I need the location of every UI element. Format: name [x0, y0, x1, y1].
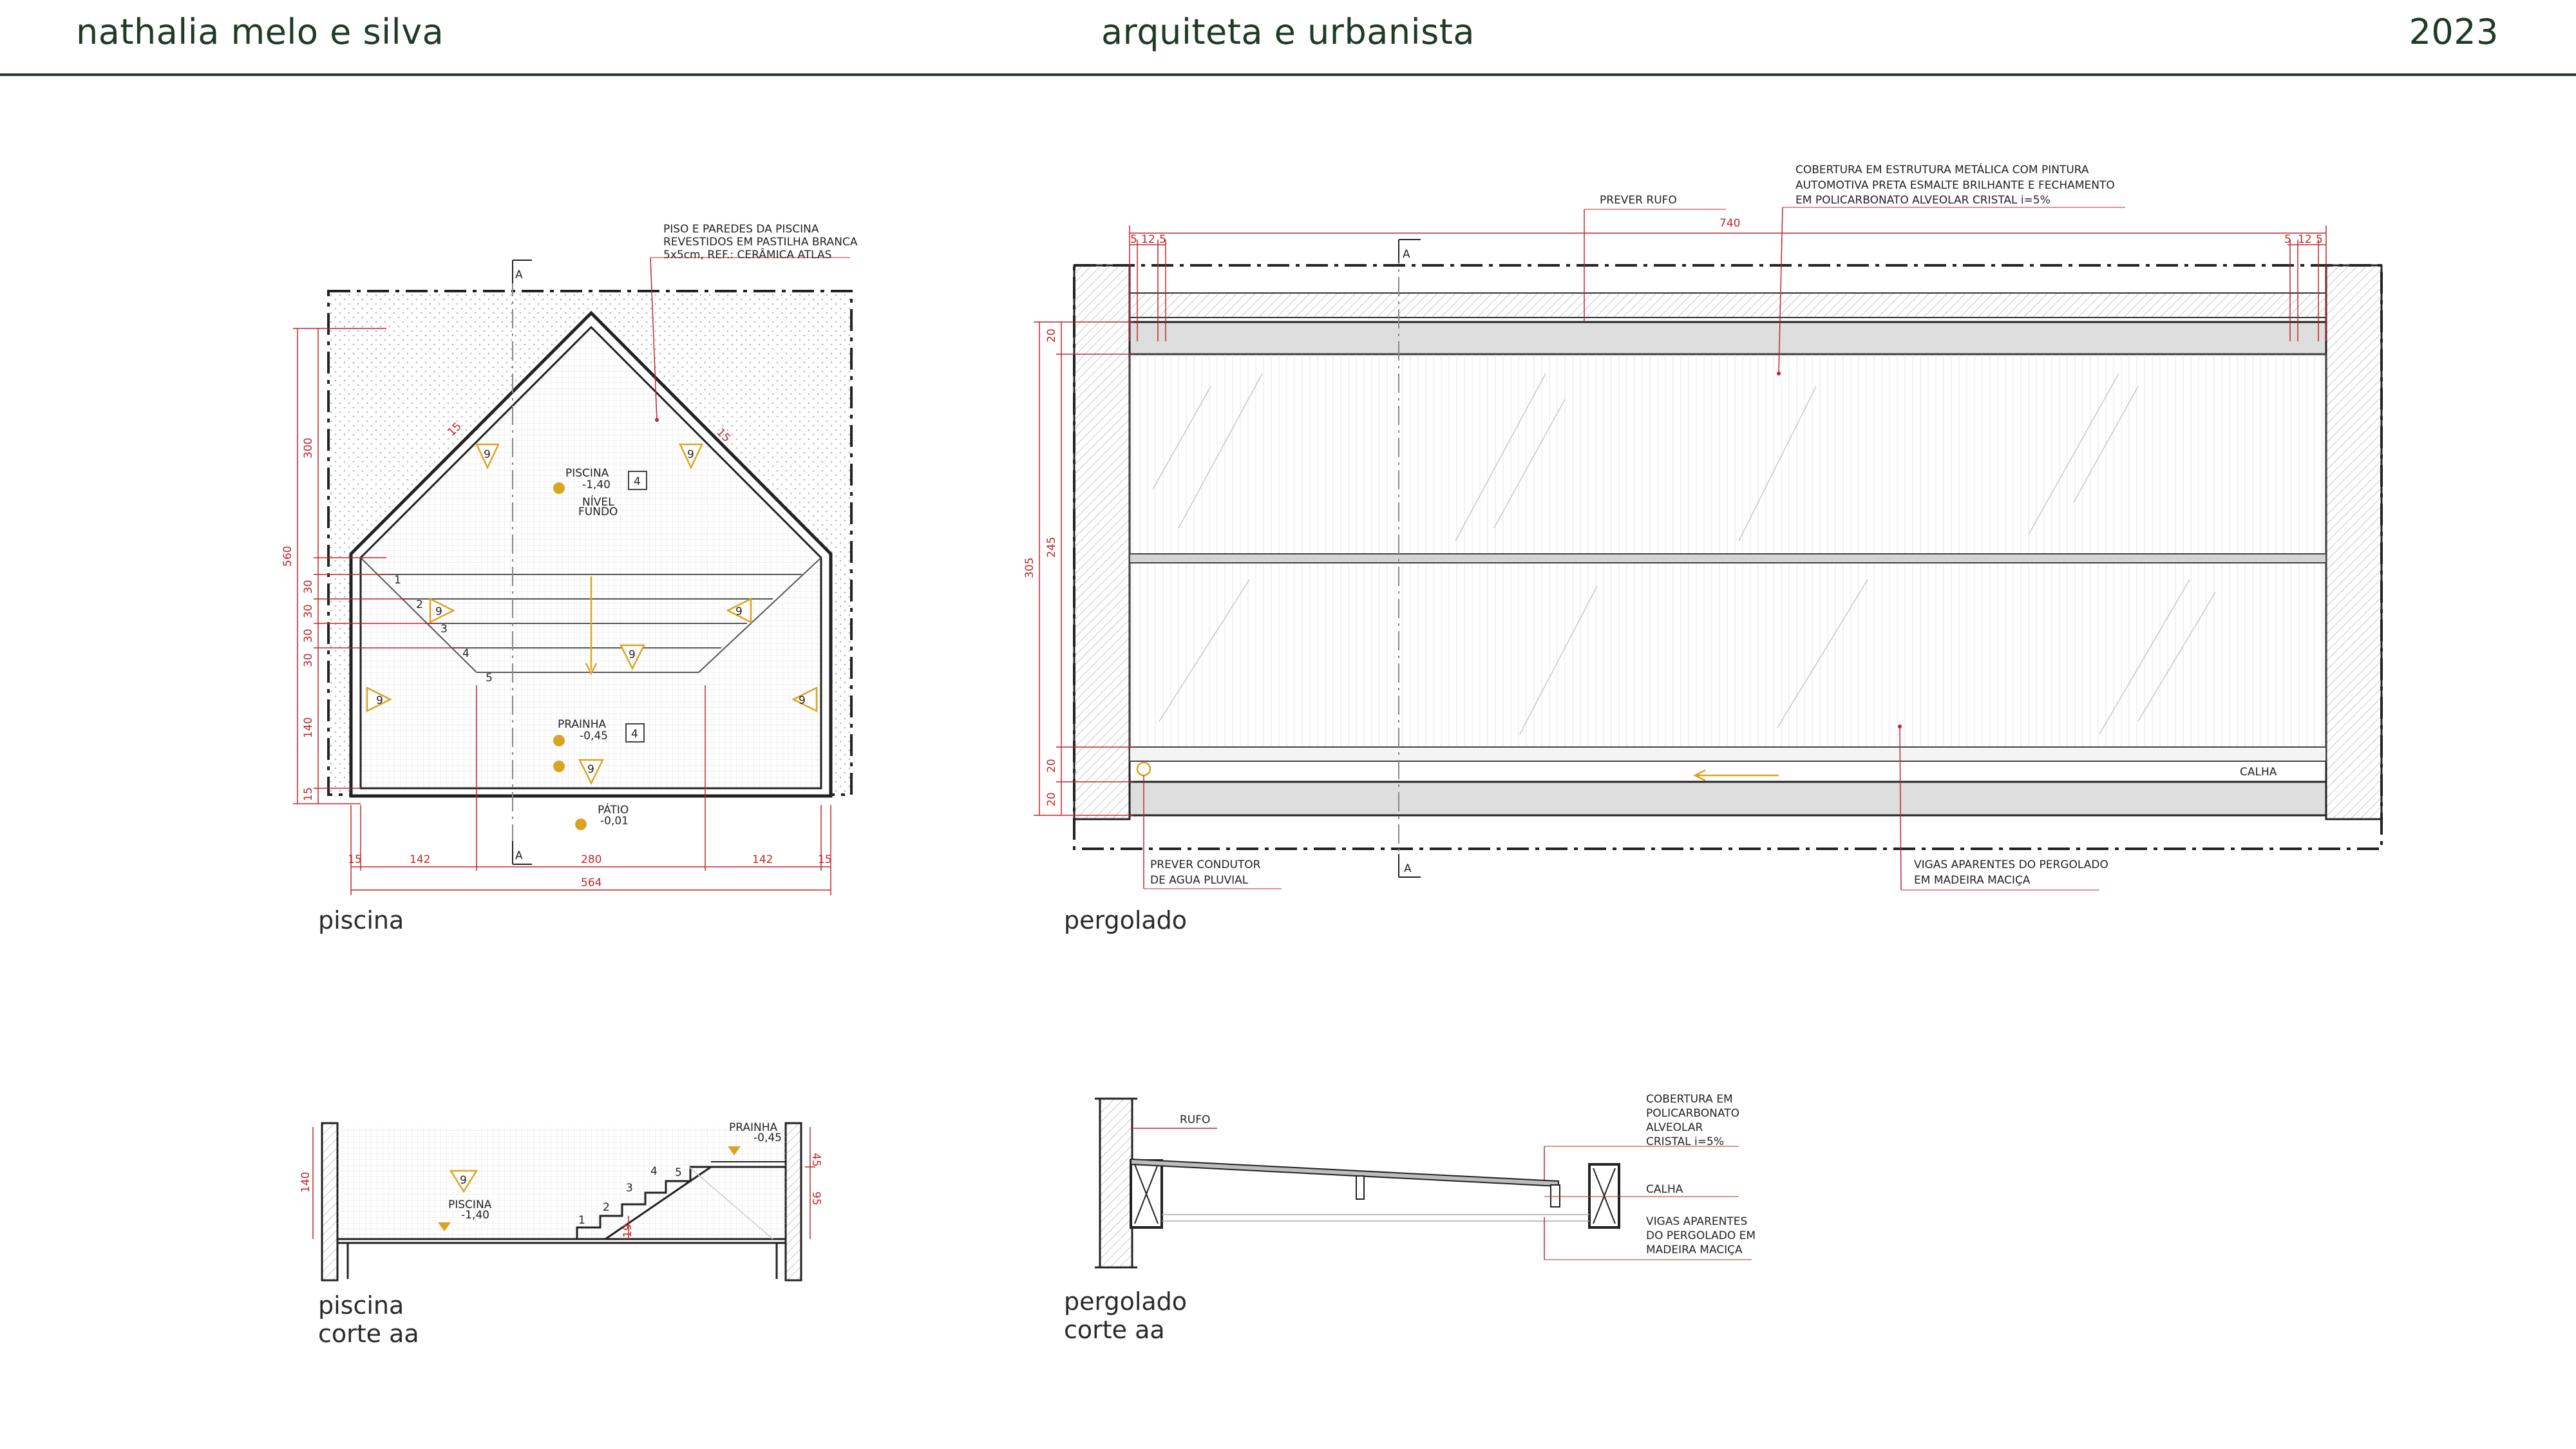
svg-text:9: 9 — [687, 448, 694, 461]
cover-section-note: POLICARBONATO — [1646, 1107, 1739, 1120]
cover-section-note: COBERTURA EM — [1646, 1093, 1733, 1106]
caption-pergolado-corte-line2: corte aa — [1064, 1316, 1165, 1344]
svg-text:560: 560 — [281, 545, 294, 567]
section-mark-top: A — [1403, 248, 1410, 261]
section-mark-bottom: A — [1404, 862, 1412, 875]
finish-note-line: 5x5cm, REF.: CERÂMICA ATLAS — [663, 249, 832, 261]
pool-sub-label: FUNDO — [578, 506, 618, 518]
svg-text:142: 142 — [752, 853, 773, 866]
drain-marker-icon — [1137, 762, 1150, 775]
author-name: nathalia melo e silva — [76, 12, 444, 52]
step-number: 1 — [394, 574, 401, 587]
section-mark-bottom: A — [515, 849, 523, 862]
vigas-section-note: VIGAS APARENTES — [1646, 1215, 1748, 1228]
svg-text:20: 20 — [1045, 759, 1058, 773]
step-number: 3 — [440, 623, 448, 636]
finish-note-line: REVESTIDOS EM PASTILHA BRANCA — [663, 236, 858, 249]
svg-text:95: 95 — [810, 1191, 822, 1206]
cover-note-line: AUTOMOTIVA PRETA ESMALTE BRILHANTE E FECHAMENTO — [1795, 179, 2115, 192]
vigas-note-line: VIGAS APARENTES DO PERGOLADO — [1914, 858, 2108, 871]
cover-note-line: COBERTURA EM ESTRUTURA METÁLICA COM PINTURA — [1795, 164, 2089, 176]
svg-text:4: 4 — [631, 728, 638, 741]
pool-sub-label: NÍVEL — [582, 496, 614, 509]
prainha-level: -0,45 — [753, 1132, 782, 1144]
svg-text:12: 12 — [2298, 233, 2312, 246]
svg-text:5: 5 — [1130, 233, 1137, 246]
vigas-section-note: DO PERGOLADO EM — [1646, 1229, 1756, 1242]
caption-piscina-corte-line2: corte aa — [318, 1320, 419, 1348]
top-rufo-band — [1130, 293, 2326, 317]
svg-text:564: 564 — [581, 876, 602, 889]
svg-text:9: 9 — [484, 448, 491, 461]
svg-text:142: 142 — [410, 853, 431, 866]
svg-text:20: 20 — [1045, 792, 1058, 806]
polycarbonate-cover — [1130, 354, 2326, 747]
pergolado-section — [1095, 1093, 1756, 1267]
vigas-note-line: EM MADEIRA MACIÇA — [1914, 874, 2031, 887]
pool-label: PISCINA — [565, 467, 609, 480]
patio-label: PÁTIO — [598, 804, 629, 817]
svg-text:5: 5 — [2284, 233, 2291, 246]
svg-text:12: 12 — [1141, 233, 1155, 246]
profession-title: arquiteta e urbanista — [1101, 12, 1475, 52]
step-number: 5 — [486, 672, 493, 685]
vigas-section-note: MADEIRA MACIÇA — [1646, 1244, 1743, 1256]
polycarbonate-roof — [1131, 1159, 1558, 1186]
svg-text:45: 45 — [810, 1153, 822, 1167]
left-wall — [1074, 265, 1130, 819]
calha-label: CALHA — [2240, 766, 2277, 779]
patio-level: -0,01 — [600, 815, 629, 828]
rufo-label: RUFO — [1180, 1113, 1211, 1126]
svg-text:20: 20 — [1045, 328, 1058, 343]
svg-text:9: 9 — [735, 605, 743, 618]
svg-text:9: 9 — [629, 649, 636, 661]
svg-text:15: 15 — [348, 853, 362, 866]
svg-text:4: 4 — [634, 475, 641, 488]
pool-level: -1,40 — [461, 1209, 489, 1222]
piscina-plan — [281, 223, 858, 895]
svg-text:2: 2 — [603, 1201, 610, 1214]
svg-text:1: 1 — [578, 1214, 585, 1227]
svg-text:15: 15 — [445, 420, 464, 439]
top-beam — [1130, 322, 2326, 354]
piscina-section — [299, 1121, 822, 1280]
svg-text:9: 9 — [460, 1174, 467, 1187]
step-number: 2 — [416, 598, 423, 611]
section-wall — [1100, 1099, 1132, 1267]
svg-text:9: 9 — [435, 605, 442, 618]
svg-text:245: 245 — [1045, 536, 1058, 558]
svg-text:5: 5 — [675, 1166, 682, 1179]
svg-text:9: 9 — [799, 694, 806, 707]
prainha-label: PRAINHA — [729, 1121, 778, 1134]
svg-text:30: 30 — [302, 653, 315, 667]
svg-text:15: 15 — [714, 426, 733, 445]
calha-gutter — [1130, 747, 2326, 761]
cover-note-line: EM POLICARBONATO ALVEOLAR CRISTAL i=5% — [1795, 194, 2050, 207]
year-label: 2023 — [2409, 12, 2499, 52]
svg-text:30: 30 — [302, 629, 315, 643]
svg-text:15: 15 — [818, 853, 832, 866]
svg-text:140: 140 — [302, 717, 315, 738]
caption-pergolado: pergolado — [1064, 906, 1188, 934]
svg-text:300: 300 — [302, 437, 315, 459]
condutor-note-line: DE AGUA PLUVIAL — [1150, 874, 1249, 887]
cover-section-note: ALVEOLAR — [1646, 1121, 1703, 1134]
svg-text:19: 19 — [621, 1224, 634, 1238]
svg-text:5: 5 — [2316, 233, 2323, 246]
bottom-beam — [1130, 782, 2326, 815]
svg-text:9: 9 — [587, 763, 594, 776]
rufo-note: PREVER RUFO — [1600, 194, 1677, 207]
caption-pergolado-corte-line1: pergolado — [1064, 1287, 1188, 1316]
calha-section-label: CALHA — [1646, 1183, 1683, 1196]
svg-text:30: 30 — [302, 580, 315, 594]
pool-water-section — [337, 1127, 786, 1239]
cover-section-note: CRISTAL i=5% — [1646, 1135, 1724, 1148]
right-wall — [2326, 265, 2382, 819]
prainha-label: PRAINHA — [558, 718, 607, 731]
svg-text:15: 15 — [302, 787, 315, 801]
level-marker-icon — [553, 761, 565, 772]
svg-text:305: 305 — [1023, 557, 1036, 578]
condutor-note-line: PREVER CONDUTOR — [1150, 858, 1261, 871]
pool-level: -1,40 — [582, 478, 611, 491]
pergolado-plan — [1023, 162, 2382, 890]
level-marker-icon — [575, 819, 587, 830]
svg-text:740: 740 — [1719, 217, 1741, 230]
caption-piscina-corte-line1: piscina — [318, 1291, 404, 1320]
pool-label: PISCINA — [448, 1198, 492, 1211]
section-mark-top: A — [515, 269, 523, 281]
finish-note-line: PISO E PAREDES DA PISCINA — [663, 223, 819, 236]
caption-piscina: piscina — [318, 906, 404, 934]
svg-text:30: 30 — [302, 604, 315, 618]
svg-text:5: 5 — [1159, 233, 1166, 246]
step-number: 4 — [462, 647, 469, 660]
svg-text:4: 4 — [650, 1165, 658, 1178]
svg-text:9: 9 — [376, 694, 383, 707]
svg-text:140: 140 — [299, 1171, 312, 1193]
prainha-level: -0,45 — [580, 730, 608, 743]
level-marker-icon — [553, 735, 565, 746]
level-marker-icon — [553, 482, 565, 494]
svg-text:280: 280 — [581, 853, 602, 866]
middle-beam — [1130, 554, 2326, 563]
svg-text:3: 3 — [626, 1182, 633, 1195]
